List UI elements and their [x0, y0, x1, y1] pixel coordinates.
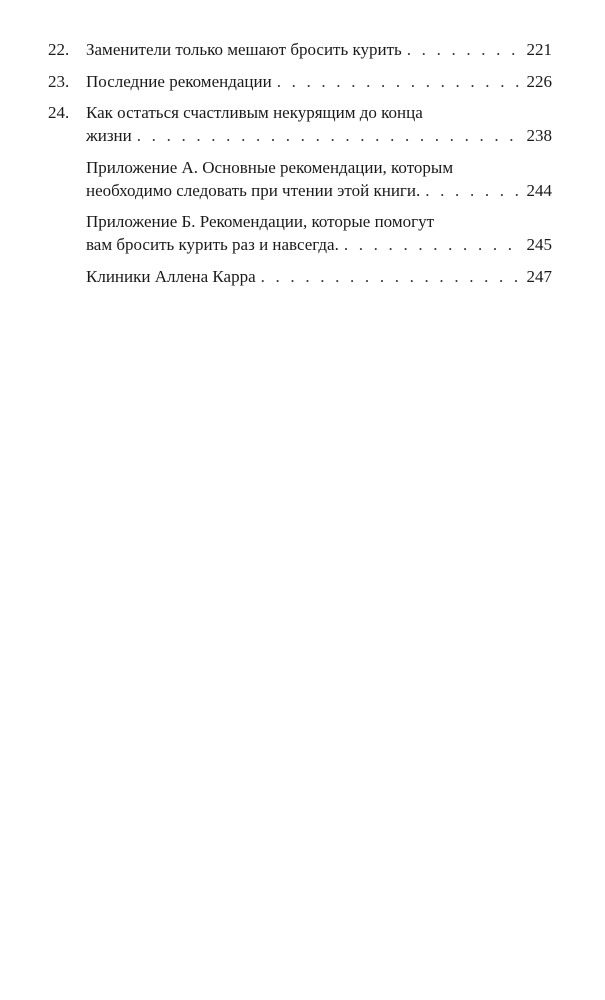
- toc-entry-title: необходимо следовать при чтении этой книги.: [86, 180, 421, 200]
- toc-entry-clinics[interactable]: [48, 265, 552, 288]
- toc-page-number: 226: [526, 71, 552, 91]
- toc-entry-title: вам бросить курить раз и навсегда.: [86, 235, 339, 254]
- toc-entry-number: 22.: [48, 40, 70, 59]
- table-of-contents: [48, 38, 552, 296]
- toc-entry-22[interactable]: [48, 38, 552, 61]
- toc-entry-number: 23.: [48, 71, 70, 91]
- toc-page-number: 244: [526, 180, 552, 200]
- toc-entry-title: Клиники Аллена Карра: [86, 266, 256, 286]
- toc-entry-appendix-b[interactable]: [48, 210, 552, 256]
- toc-dot-leader: [261, 265, 523, 288]
- toc-dot-leader: [425, 179, 522, 202]
- toc-entry-title: жизни: [86, 126, 132, 145]
- toc-entry-title-line: Приложение А. Основные рекомендации, которым: [86, 157, 454, 177]
- toc-entry-title: Последние рекомендации: [86, 71, 272, 91]
- toc-entry-23[interactable]: [48, 70, 552, 93]
- toc-page-number: 238: [526, 126, 552, 145]
- toc-entry-title-line: Как остаться счастливым некурящим до конца: [86, 103, 423, 122]
- toc-dot-leader: [277, 70, 523, 93]
- toc-entry-appendix-a[interactable]: [48, 156, 552, 202]
- toc-entry-title: Заменители только мешают бросить курить: [86, 40, 402, 59]
- toc-entry-24[interactable]: [48, 101, 552, 147]
- toc-page-number: 245: [526, 235, 552, 254]
- toc-dot-leader: [407, 38, 523, 61]
- toc-entry-title-line: Приложение Б. Рекомендации, которые помогут: [86, 212, 435, 231]
- toc-dot-leader: [344, 233, 523, 256]
- toc-page-number: 221: [526, 40, 552, 59]
- toc-dot-leader: [137, 124, 523, 147]
- toc-entry-number: 24.: [48, 103, 70, 122]
- toc-page-number: 247: [526, 266, 552, 286]
